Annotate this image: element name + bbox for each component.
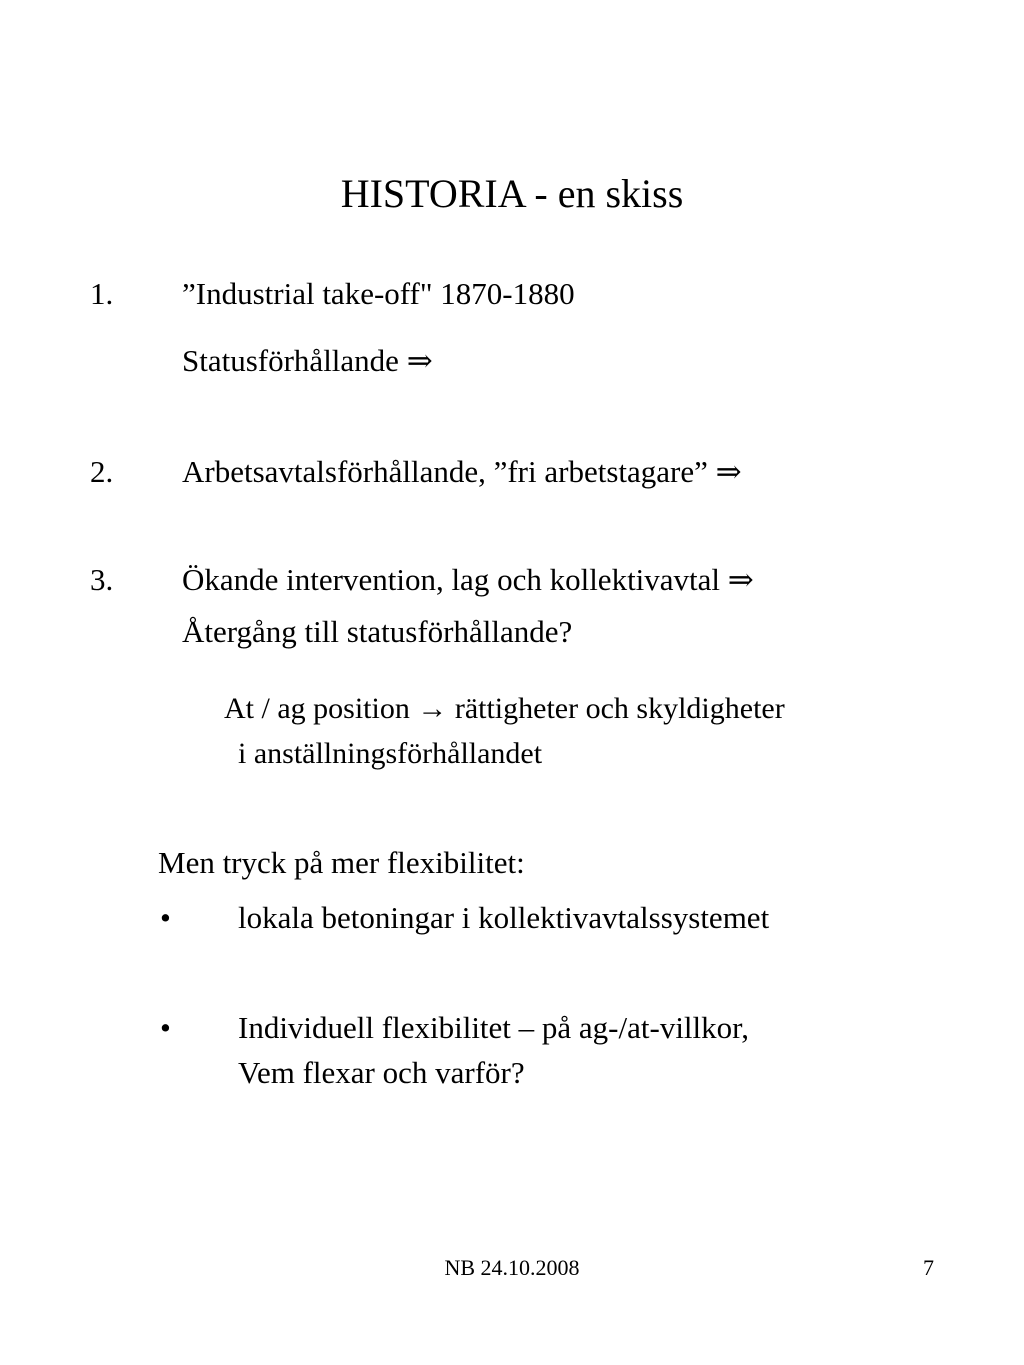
bullet-2-line-1: Individuell flexibilitet – på ag-/at-villkor, bbox=[238, 1010, 749, 1045]
list-item-2-line-1: Arbetsavtalsförhållande, ”fri arbetstagare” ⇒ bbox=[182, 454, 742, 489]
footer-author-date: NB 24.10.2008 bbox=[444, 1255, 580, 1280]
list-item-1-line-1: ”Industrial take-off" 1870-1880 bbox=[182, 276, 575, 311]
bullet-1-line-1: lokala betoningar i kollektivavtalssystemet bbox=[238, 900, 770, 935]
list-number-1: 1. bbox=[90, 276, 114, 311]
list-item-3-line-2: Återgång till statusförhållande? bbox=[182, 614, 573, 649]
slide-title: HISTORIA - en skiss bbox=[340, 171, 684, 216]
flex-heading: Men tryck på mer flexibilitet: bbox=[158, 845, 525, 880]
list-number-3: 3. bbox=[90, 562, 114, 597]
sub-note-line-1: At / ag position → rättigheter och skyldigheter bbox=[224, 692, 785, 725]
bullet-marker-1: • bbox=[160, 900, 171, 935]
page-number: 7 bbox=[923, 1255, 934, 1280]
bullet-2-line-2: Vem flexar och varför? bbox=[238, 1055, 525, 1090]
list-item-3-line-1: Ökande intervention, lag och kollektivavtal ⇒ bbox=[182, 562, 754, 597]
list-item-1-line-2: Statusförhållande ⇒ bbox=[182, 343, 433, 378]
list-number-2: 2. bbox=[90, 454, 114, 489]
sub-note-line-2: i anställningsförhållandet bbox=[238, 737, 543, 770]
bullet-marker-2: • bbox=[160, 1010, 171, 1045]
